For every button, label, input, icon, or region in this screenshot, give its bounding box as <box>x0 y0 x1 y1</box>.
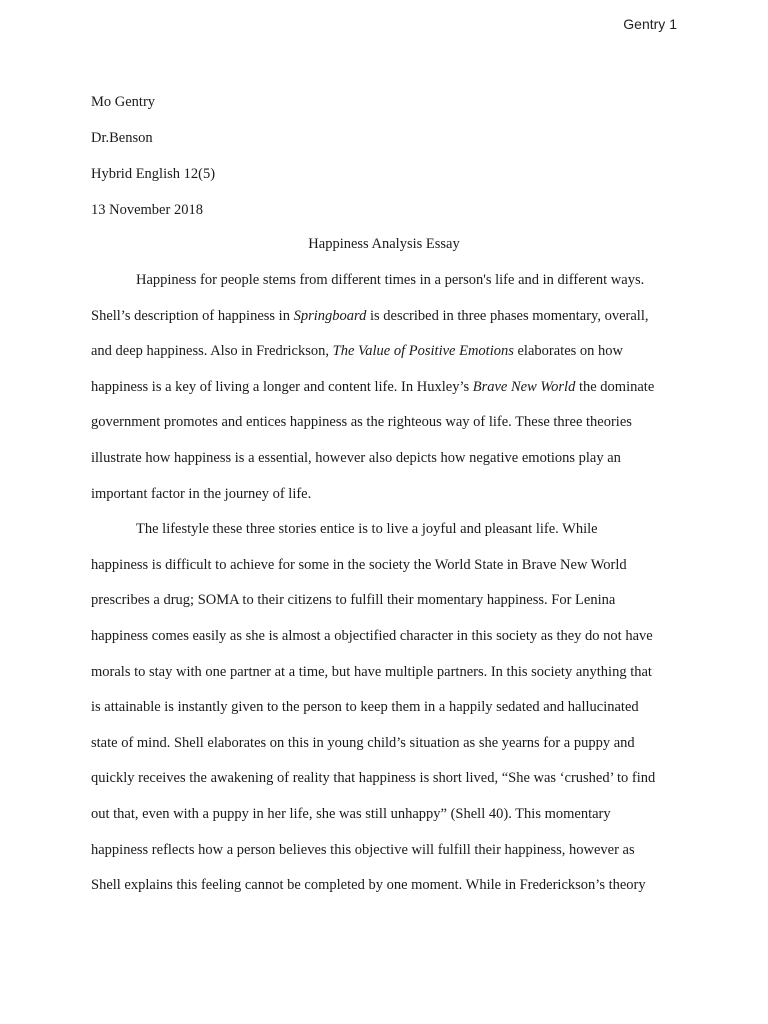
text-run: happiness is a key of living a longer and content life. In Huxley’s <box>91 378 473 395</box>
paragraph-line <box>91 548 681 584</box>
paragraph-line <box>91 512 681 548</box>
text-run: Shell’s description of happiness in <box>91 307 294 324</box>
paragraph-line <box>91 797 681 833</box>
text-run: elaborates on how <box>513 343 623 360</box>
paragraph-line <box>91 263 681 299</box>
paragraph-line <box>91 833 681 869</box>
text-run: state of mind. Shell elaborates on this in young child’s situation as she yearns for a puppy and <box>91 734 635 751</box>
body-paragraph <box>91 263 681 512</box>
text-run: important factor in the journey of life. <box>91 485 312 502</box>
text-run: Shell explains this feeling cannot be completed by one moment. While in Frederickson’s theory <box>91 877 646 894</box>
text-run: is attainable is instantly given to the person to keep them in a happily sedated and hallucinated <box>91 699 639 716</box>
paragraph-line <box>91 477 681 513</box>
author-name: Mo Gentry <box>91 94 156 110</box>
text-run: happiness comes easily as she is almost a objectified character in this society as they do not have <box>91 627 653 644</box>
italic-title: Brave New World <box>472 378 576 395</box>
text-run: quickly receives the awakening of reality that happiness is short lived, “She was ‘crushed’ to find <box>91 770 656 787</box>
paragraph-line <box>91 299 681 335</box>
instructor-name: Dr.Benson <box>91 130 153 146</box>
text-run: and deep happiness. Also in Fredrickson, <box>91 343 333 360</box>
paragraph-line <box>91 441 681 477</box>
paragraph-line <box>91 690 681 726</box>
text-run: happiness is difficult to achieve for some in the society the World State in Brave New World <box>91 556 627 573</box>
essay-body <box>91 263 681 904</box>
paragraph-line <box>91 334 681 370</box>
text-run: Happiness for people stems from different times in a person's life and in different ways. <box>136 272 645 288</box>
essay-date: 13 November 2018 <box>91 202 203 218</box>
text-run: out that, even with a puppy in her life, she was still unhappy” (Shell 40). This momentary <box>91 805 611 822</box>
paragraph-line <box>91 726 681 762</box>
mla-heading <box>91 92 681 236</box>
page-header: Gentry 1 <box>623 16 677 32</box>
body-paragraph <box>91 512 681 904</box>
paragraph-line <box>91 370 681 406</box>
paragraph-line <box>91 583 681 619</box>
paragraph-line <box>91 868 681 904</box>
text-run: prescribes a drug; SOMA to their citizens to fulfill their momentary happiness. For Lenina <box>91 592 616 609</box>
text-run: happiness reflects how a person believes this objective will fulfill their happiness, however as <box>91 841 635 858</box>
paragraph-line <box>91 619 681 655</box>
paragraph-line <box>91 405 681 441</box>
italic-title: Springboard <box>293 307 367 324</box>
essay-title: Happiness Analysis Essay <box>308 236 460 252</box>
text-run: is described in three phases momentary, overall, <box>366 307 649 324</box>
italic-title: The Value of Positive Emotions <box>332 343 514 360</box>
course-name: Hybrid English 12(5) <box>91 166 216 182</box>
text-run: morals to stay with one partner at a time, but have multiple partners. In this society anything that <box>91 663 652 680</box>
text-run: government promotes and entices happiness as the righteous way of life. These three theories <box>91 414 632 431</box>
text-run: illustrate how happiness is a essential, however also depicts how negative emotions play an <box>91 449 621 466</box>
paragraph-line <box>91 655 681 691</box>
text-run: The lifestyle these three stories entice is to live a joyful and pleasant life. While <box>136 521 598 538</box>
paragraph-line <box>91 761 681 797</box>
text-run: the dominate <box>575 378 655 395</box>
